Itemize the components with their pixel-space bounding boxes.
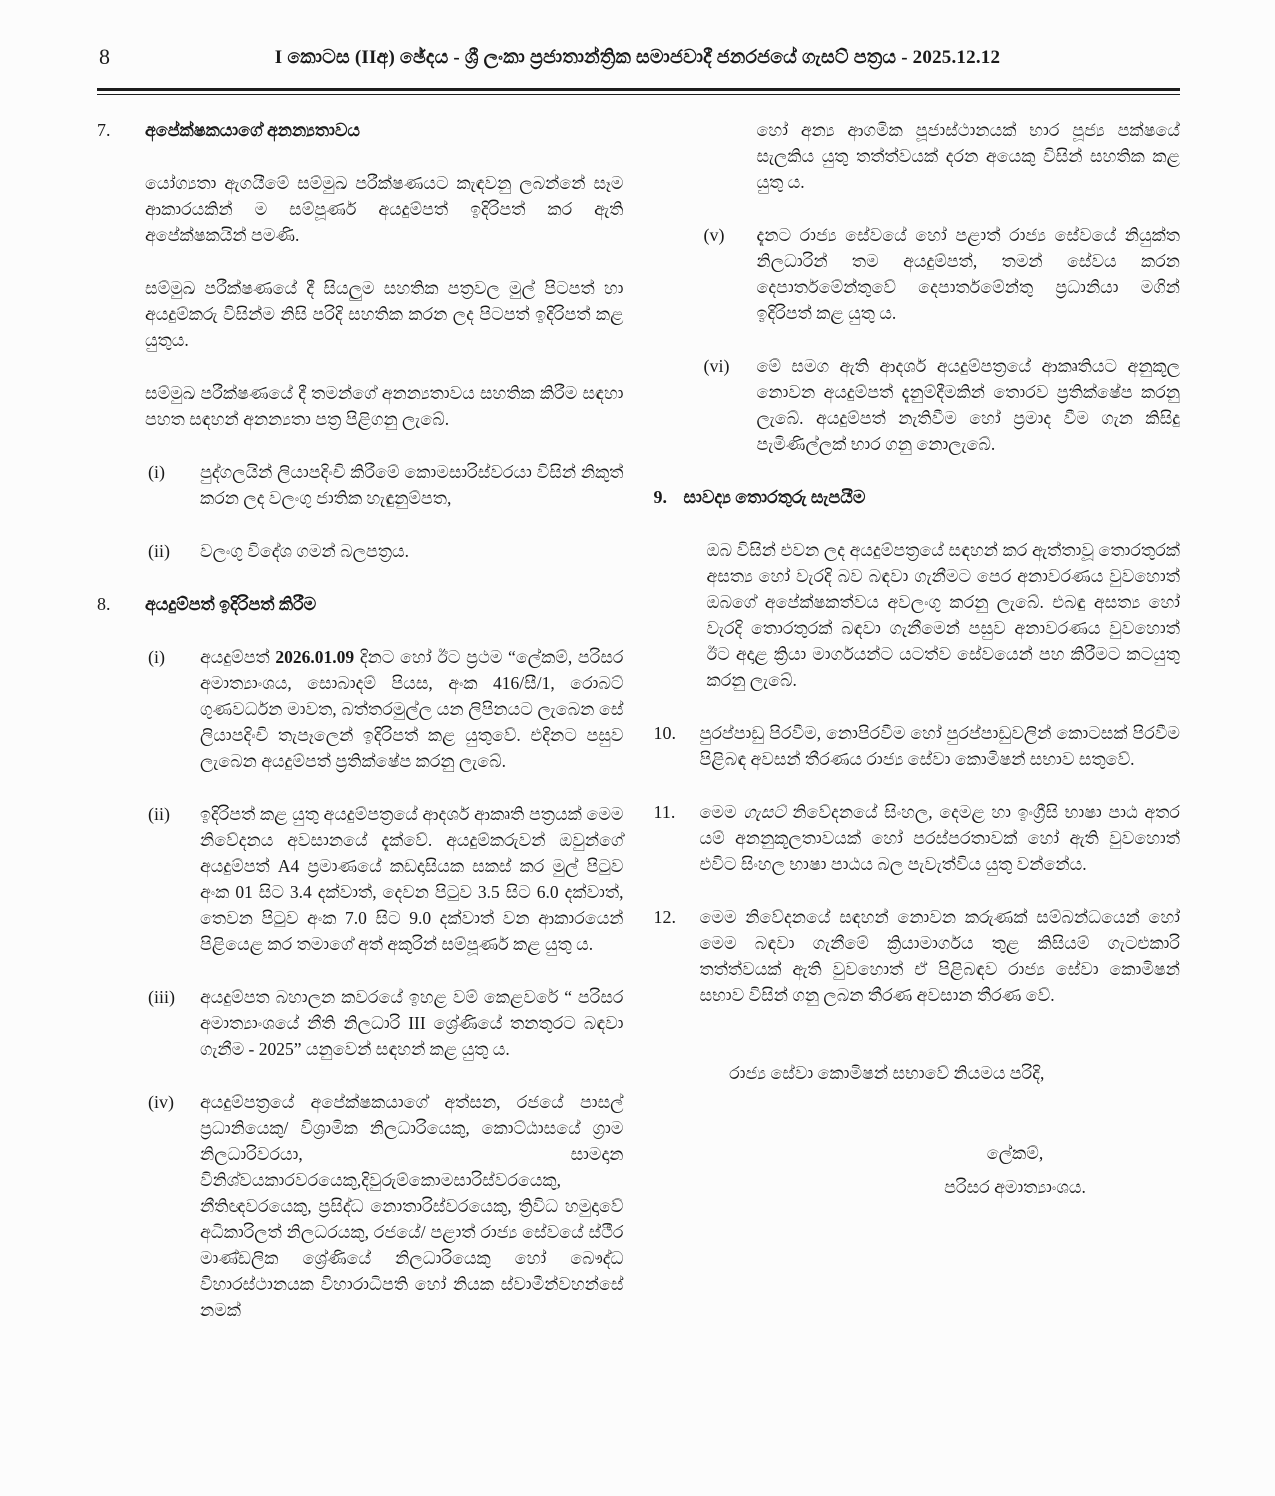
signature-block bbox=[860, 1136, 1170, 1204]
item-text-segment: දිනට හෝ ඊට ප්‍රථම “ලේකම්, පරිසර අමාත්‍යාංශය, සොබාදම් පියස, අංක 416/සී/1, රොබට් ගුණවර්ධන මාවත, බත්තරමුල්ල යන ලිපිනයට ලැබෙන සේ ලියාපදිංචි තැපෑලෙන් ඉදිරිපත් කළ යුතුවේ. එදිනට පසුව ලැබෙන අයදුම්පත් ප්‍රතික්ෂේප කරනු ලැබේ. bbox=[200, 647, 624, 771]
item-text: ඉදිරිපත් කළ යුතු අයදුම්පත්‍රයේ ආදර්ශ ආකෘති පත්‍රයක් මෙම නිවේදනය අවසානයේ දැක්වේ. අයදුම්කරුවන් ඔවුන්ගේ අයදුම්පත් A4 ප්‍රමාණයේ කඩදාසියක සකස් කර මුල් පිටුව අංක 01 සිට 3.4 දක්වාත්, දෙවන පිටුව 3.5 සිට 6.0 දක්වාත්, තෙවන පිටුව අංක 7.0 සිට 9.0 දක්වාත් වන ආකාරයෙන් පිළියෙළ කර තමාගේ අත් අකුරින් සම්පූර්ණ කළ යුතු ය. bbox=[200, 804, 624, 954]
section-12 bbox=[654, 904, 1181, 1008]
section-9-paragraph: ඔබ විසින් එවන ලද අයදුම්පත්‍රයේ සඳහන් කර ඇත්තාවූ තොරතුරක් අසත්‍ය හෝ වැරදි බව බඳවා ගැනීමට පෙර අනාවරණය වුවහොත් ඔබගේ අපේක්ෂකත්වය අවලංගු කරනු ලැබේ. එබඳු අසත්‍ය හෝ වැරදි තොරතුරක් බඳවා ගැනීමෙන් පසුව අනාවරණය වුවහොත් ඊට අදාළ ක්‍රියා මාර්ගයන්ට යටත්ව සේවයෙන් පහ කිරීමට කටයුතු කරනු ලැබේ. bbox=[706, 540, 1180, 690]
section-8-item-vi bbox=[654, 353, 1181, 457]
section-8-item-ii bbox=[97, 801, 624, 957]
section-7-heading bbox=[97, 117, 624, 143]
left-column bbox=[97, 103, 624, 1350]
section-8-item-iv bbox=[97, 1089, 624, 1323]
section-7-paragraph-3: සම්මුඛ පරීක්ෂණයේ දී තමන්ගේ අනන්‍යතාවය සහතික කිරීම සඳහා පහත සඳහන් අනන්‍යතා පත්‍ර පිළිගනු ලැබේ. bbox=[145, 383, 624, 429]
item-label: (iii) bbox=[148, 987, 175, 1007]
section-8-heading bbox=[97, 591, 624, 617]
item-text: අයදුම්පත බහාලන කවරයේ ඉහළ වම් කෙළවරේ “ පරිසර අමාත්‍යාංශයේ නීති නිලධාරි III ශ්‍රේණියේ තනතුරට බඳවා ගැනීම - 2025” යනුවෙන් සඳහන් කළ යුතු ය. bbox=[200, 987, 624, 1059]
item-label: (v) bbox=[703, 225, 725, 245]
section-7-number: 7. bbox=[97, 120, 111, 140]
item-label: (i) bbox=[148, 647, 165, 667]
item-label: (i) bbox=[148, 462, 165, 482]
section-7-paragraph-1: යෝග්‍යතා ඇගයීමේ සම්මුඛ පරීක්ෂණයට කැඳවනු ලබන්නේ සෑම ආකාරයකින් ම සම්පූර්ණ අයදුම්පත් ඉදිරිපත් කර ඇති අපේක්ෂකයින් පමණි. bbox=[145, 173, 624, 245]
section-10 bbox=[654, 720, 1181, 772]
gazette-word-italic: ගැසට් bbox=[743, 802, 786, 822]
section-8-number: 8. bbox=[97, 594, 111, 614]
section-9-heading bbox=[654, 484, 1181, 510]
section-10-text: පුරප්පාඩු පිරවීම, නොපිරවීම හෝ පුරප්පාඩුවලින් කොටසක් පිරවීම පිළිබඳ අවසන් තීරණය රාජ්‍ය සේවා කොමිෂන් සභාව සතුවේ. bbox=[699, 723, 1180, 769]
section-7-paragraph-2: සම්මුඛ පරීක්ෂණයේ දී සියලුම සහතික පත්‍රවල මුල් පිටපත් හා අයදුම්කරු විසින්ම නිසි පරිදි සහතික කරන ලද පිටපත් ඉදිරිපත් කළ යුතුය. bbox=[145, 278, 624, 350]
psc-order-line: රාජ්‍ය සේවා කොමිෂන් සභාවේ නියමය පරිදි, bbox=[729, 1063, 1045, 1083]
section-9-title: සාවද්‍ය තොරතුරු සැපයීම bbox=[683, 487, 866, 507]
section-7-item-ii bbox=[97, 538, 624, 564]
signatory-title: ලේකම්, bbox=[986, 1143, 1044, 1163]
section-12-number: 12. bbox=[653, 907, 676, 927]
section-7-item-i bbox=[97, 459, 624, 511]
page-header bbox=[0, 0, 1275, 81]
signatory-organization: පරිසර අමාත්‍යාංශය. bbox=[944, 1177, 1086, 1197]
section-9-number: 9. bbox=[653, 487, 667, 507]
right-column bbox=[654, 103, 1181, 1350]
header-title: I කොටස (IIඅ) ඡේදය - ශ්‍රී ලංකා ප්‍රජාතාන්ත්‍රික සමාජවාදී ජනරජයේ ගැසට් පත්‍රය - 2025.12.12 bbox=[274, 47, 1001, 68]
item-text: දැනට රාජ්‍ය සේවයේ හෝ පළාත් රාජ්‍ය සේවයේ නියුක්ත නිලධාරින් තම අයදුම්පත්, තමන් සේවය කරන දෙපාර්තමේන්තුවේ දෙපාර්තමේන්තු ප්‍රධානියා මගින් ඉදිරිපත් කළ යුතු ය. bbox=[756, 225, 1180, 323]
item-text bbox=[200, 644, 624, 774]
item-text: අයදුම්පත්‍රයේ අපේක්ෂකයාගේ අත්සන, රජයේ පාසල් ප්‍රධානියෙකු/ විශ්‍රාමික නිලධාරියෙකු, කොට්ඨාසයේ ග්‍රාම නිලධාරිවරයා, සාමදාන විනිශ්වයකාරවරයෙකු,දිවුරුම්කොමසාරිස්වරයෙකු, නීතිඥවරයෙකු, ප්‍රසිද්ධ නොතාරිස්වරයෙකු, ත්‍රිවිධ හමුදාවේ අධිකාරිලත් නිලධරයකු, රජයේ/ පළාත් රාජ්‍ය සේවයේ ස්ථීර මාණ්ඩලික ශ්‍රේණියේ නිලධාරියෙකු හෝ බෞද්ධ විහාරස්ථානයක විහාරාධිපති හෝ නියක ස්වාමීන්වහන්සේ නමක් bbox=[200, 1092, 624, 1320]
item-label: (vi) bbox=[703, 356, 730, 376]
section-8-item-i bbox=[97, 644, 624, 774]
section-8-item-iii bbox=[97, 984, 624, 1062]
closing-date: 2026.01.09 bbox=[275, 647, 355, 667]
page-number: 8 bbox=[99, 44, 110, 69]
item-text: පුද්ගලයින් ලියාපදිංචි කිරීමේ කොමසාරිස්වරයා විසින් නිකුත් කරන ලද වලංගු ජාතික හැඳුනුම්පත, bbox=[200, 462, 624, 508]
section-11-number: 11. bbox=[653, 802, 676, 822]
section-11-segment: මෙම bbox=[699, 802, 744, 822]
section-12-text: මෙම නිවේදනයේ සඳහන් නොවන කරුණක් සම්බන්ධයෙන් හෝ මෙම බඳවා ගැනීමේ ක්‍රියාමාර්ගය තුළ කිසියම් ගැටළුකාරි තත්ත්වයක් ඇති වුවහොත් ඒ පිළිබඳව රාජ්‍ය සේවා කොමිෂන් සභාව විසින් ගනු ලබන තීරණ අවසාන තීරණ වේ. bbox=[699, 907, 1180, 1005]
item-label: (ii) bbox=[148, 541, 170, 561]
section-8-title: අයදුම්පත් ඉදිරිපත් කිරීම bbox=[145, 594, 317, 614]
item-text: මේ සමග ඇති ආදර්ශ අයදුම්පත්‍රයේ ආකෘතියට අනුකූල නොවන අයදුම්පත් දැනුම්දීමකින් තොරව ප්‍රතික්ෂේප කරනු ලැබේ. අයදුම්පත් නැතිවීම හෝ ප්‍රමාද වීම ගැන කිසිදු පැමිණිල්ලක් භාර ගනු නොලැබේ. bbox=[756, 356, 1180, 454]
content-columns bbox=[97, 103, 1180, 1350]
item-label: (iv) bbox=[148, 1092, 174, 1112]
section-7-title: අපේක්ෂකයාගේ අනන්‍යතාවය bbox=[145, 120, 360, 140]
item-label: (ii) bbox=[148, 804, 170, 824]
item-text-segment: අයදුම්පත් bbox=[200, 647, 276, 667]
item-text: වලංගු විදේශ ගමන් බලපත්‍රය. bbox=[200, 541, 409, 561]
section-8-item-v bbox=[654, 222, 1181, 326]
section-11-segment: නිවේදනයේ සිංහල, දෙමළ හා ඉංග්‍රීසි භාෂා පාඨ අතර යම් අනනුකූලතාවයක් හෝ පරස්පරතාවක් හෝ ඇති වුවහොත් එවිට සිංහල භාෂා පාඨය බල පැවැත්විය යුතු වන්නේය. bbox=[699, 802, 1180, 874]
section-10-number: 10. bbox=[653, 723, 676, 743]
section-11-text bbox=[700, 799, 1181, 877]
item-iv-continuation: හෝ අන්‍ය ආගමික පූජාස්ථානයක් භාර පූජ්‍ය පක්ෂයේ සැලකිය යුතු තත්ත්වයක් දරන අයෙකු විසින් සහතික කළ යුතු ය. bbox=[756, 120, 1180, 192]
header-double-rule bbox=[97, 88, 1180, 95]
section-11 bbox=[654, 799, 1181, 877]
